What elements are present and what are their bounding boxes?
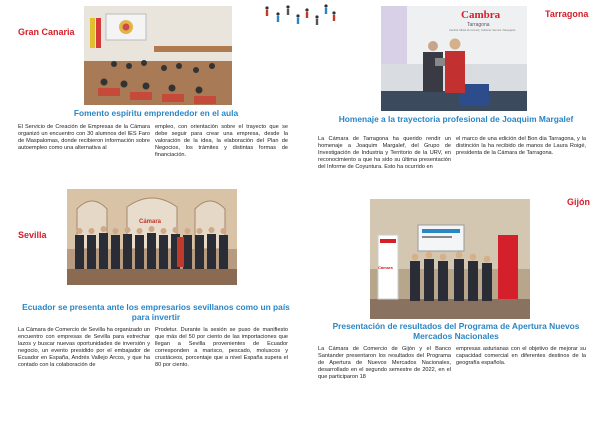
- people-figures-decoration: [262, 2, 342, 28]
- photo-sign-gijon-brand: Cámara: [378, 265, 393, 270]
- photo-gran-canaria-classroom: [84, 6, 232, 105]
- region-label-gijon: Gijón: [567, 197, 590, 207]
- headline-tarragona: Homenaje a la trayectoria profesional de Joaquim Margalef: [338, 114, 574, 124]
- body-gijon-col1: La Cámara de Comercio de Gijón y el Banco Santander presentaron los resultados del Programa de Apertura de Nuevos Mercados Nacionales, desarrollado en el segundo semestre de 2022, en el que participaron 18: [318, 346, 451, 380]
- body-tarragona-col1: La Cámara de Tarragona ha querido rendir un homenaje a Joaquim Margalef, del Grupo de Investigación de Industria y Territorio de la URV, en reconocimiento a que ha sido su última presentación del Informe de Coyuntura. Esto ha ocurrido en: [318, 136, 451, 170]
- photo-gijon-presentation: [370, 199, 530, 319]
- photo-sign-tarragona-sub: Tarragona: [467, 22, 490, 28]
- body-tarragona-col2: el marco de una edición del Bon dia Tarragona, y la distinción la ha recibido de manos de Laura Roigé, presidenta de la Cámara de Tarragona.: [456, 136, 586, 156]
- photo-sign-sevilla-brand: Cámara: [139, 219, 162, 225]
- headline-gran-canaria: Fomento espíritu emprendedor en el aula: [73, 108, 239, 118]
- body-sevilla-col1: La Cámara de Comercio de Sevilla ha organizado un encuentro con empresas de Sevilla para estrechar lazos y buscar nuevas oportunidades de inversión y negocio, un evento presidido por el embajador de Ecuador en España, Andrés Vallejo Arcos, y que ha contado con la colaboración de: [18, 327, 150, 368]
- photo-tarragona-award: [381, 6, 527, 111]
- region-label-gran-canaria: Gran Canaria: [18, 27, 75, 37]
- body-gran-canaria-col1: El Servicio de Creación de Empresas de la Cámara organizó un encuentro con 30 alumnos del IES Faro de Maspalomas, donde recibieron información sobre autoempleo como una alternativa al: [18, 124, 150, 151]
- region-label-tarragona: Tarragona: [545, 9, 589, 19]
- headline-sevilla: Ecuador se presenta ante los empresarios sevillanos como un país para invertir: [22, 302, 290, 322]
- body-gran-canaria-col2: empleo, con orientación sobre el trayecto que se debe seguir para crear una empresa, desde la valoración de la idea, la elaboración del Plan de Negocios, los trámites y distintas formas de financiación.: [155, 124, 288, 158]
- headline-gijon: Presentación de resultados del Programa de Apertura Nuevos Mercados Nacionales: [332, 321, 580, 341]
- body-gijon-col2: empresas asturianas con el objetivo de mejorar su capacidad comercial en diferentes destinos de la geografía española.: [456, 346, 586, 366]
- body-sevilla-col2: Prodetur. Durante la sesión se puso de manifiesto que más del 50 por ciento de las importaciones que llegan a Sevilla provenientes de Ecuador corresponden a marisco, pescado, moluscos y crustáceos, porcentaje que a nivel España supera el 80 por ciento.: [155, 327, 288, 368]
- photo-sevilla-group: [67, 189, 237, 285]
- photo-sign-tarragona-brand: Cambra: [461, 9, 501, 21]
- photo-sign-tarragona-tagline: Cambra Oficial de Comerç, Indústria, Serveis i Navegació: [449, 29, 516, 32]
- region-label-sevilla: Sevilla: [18, 230, 47, 240]
